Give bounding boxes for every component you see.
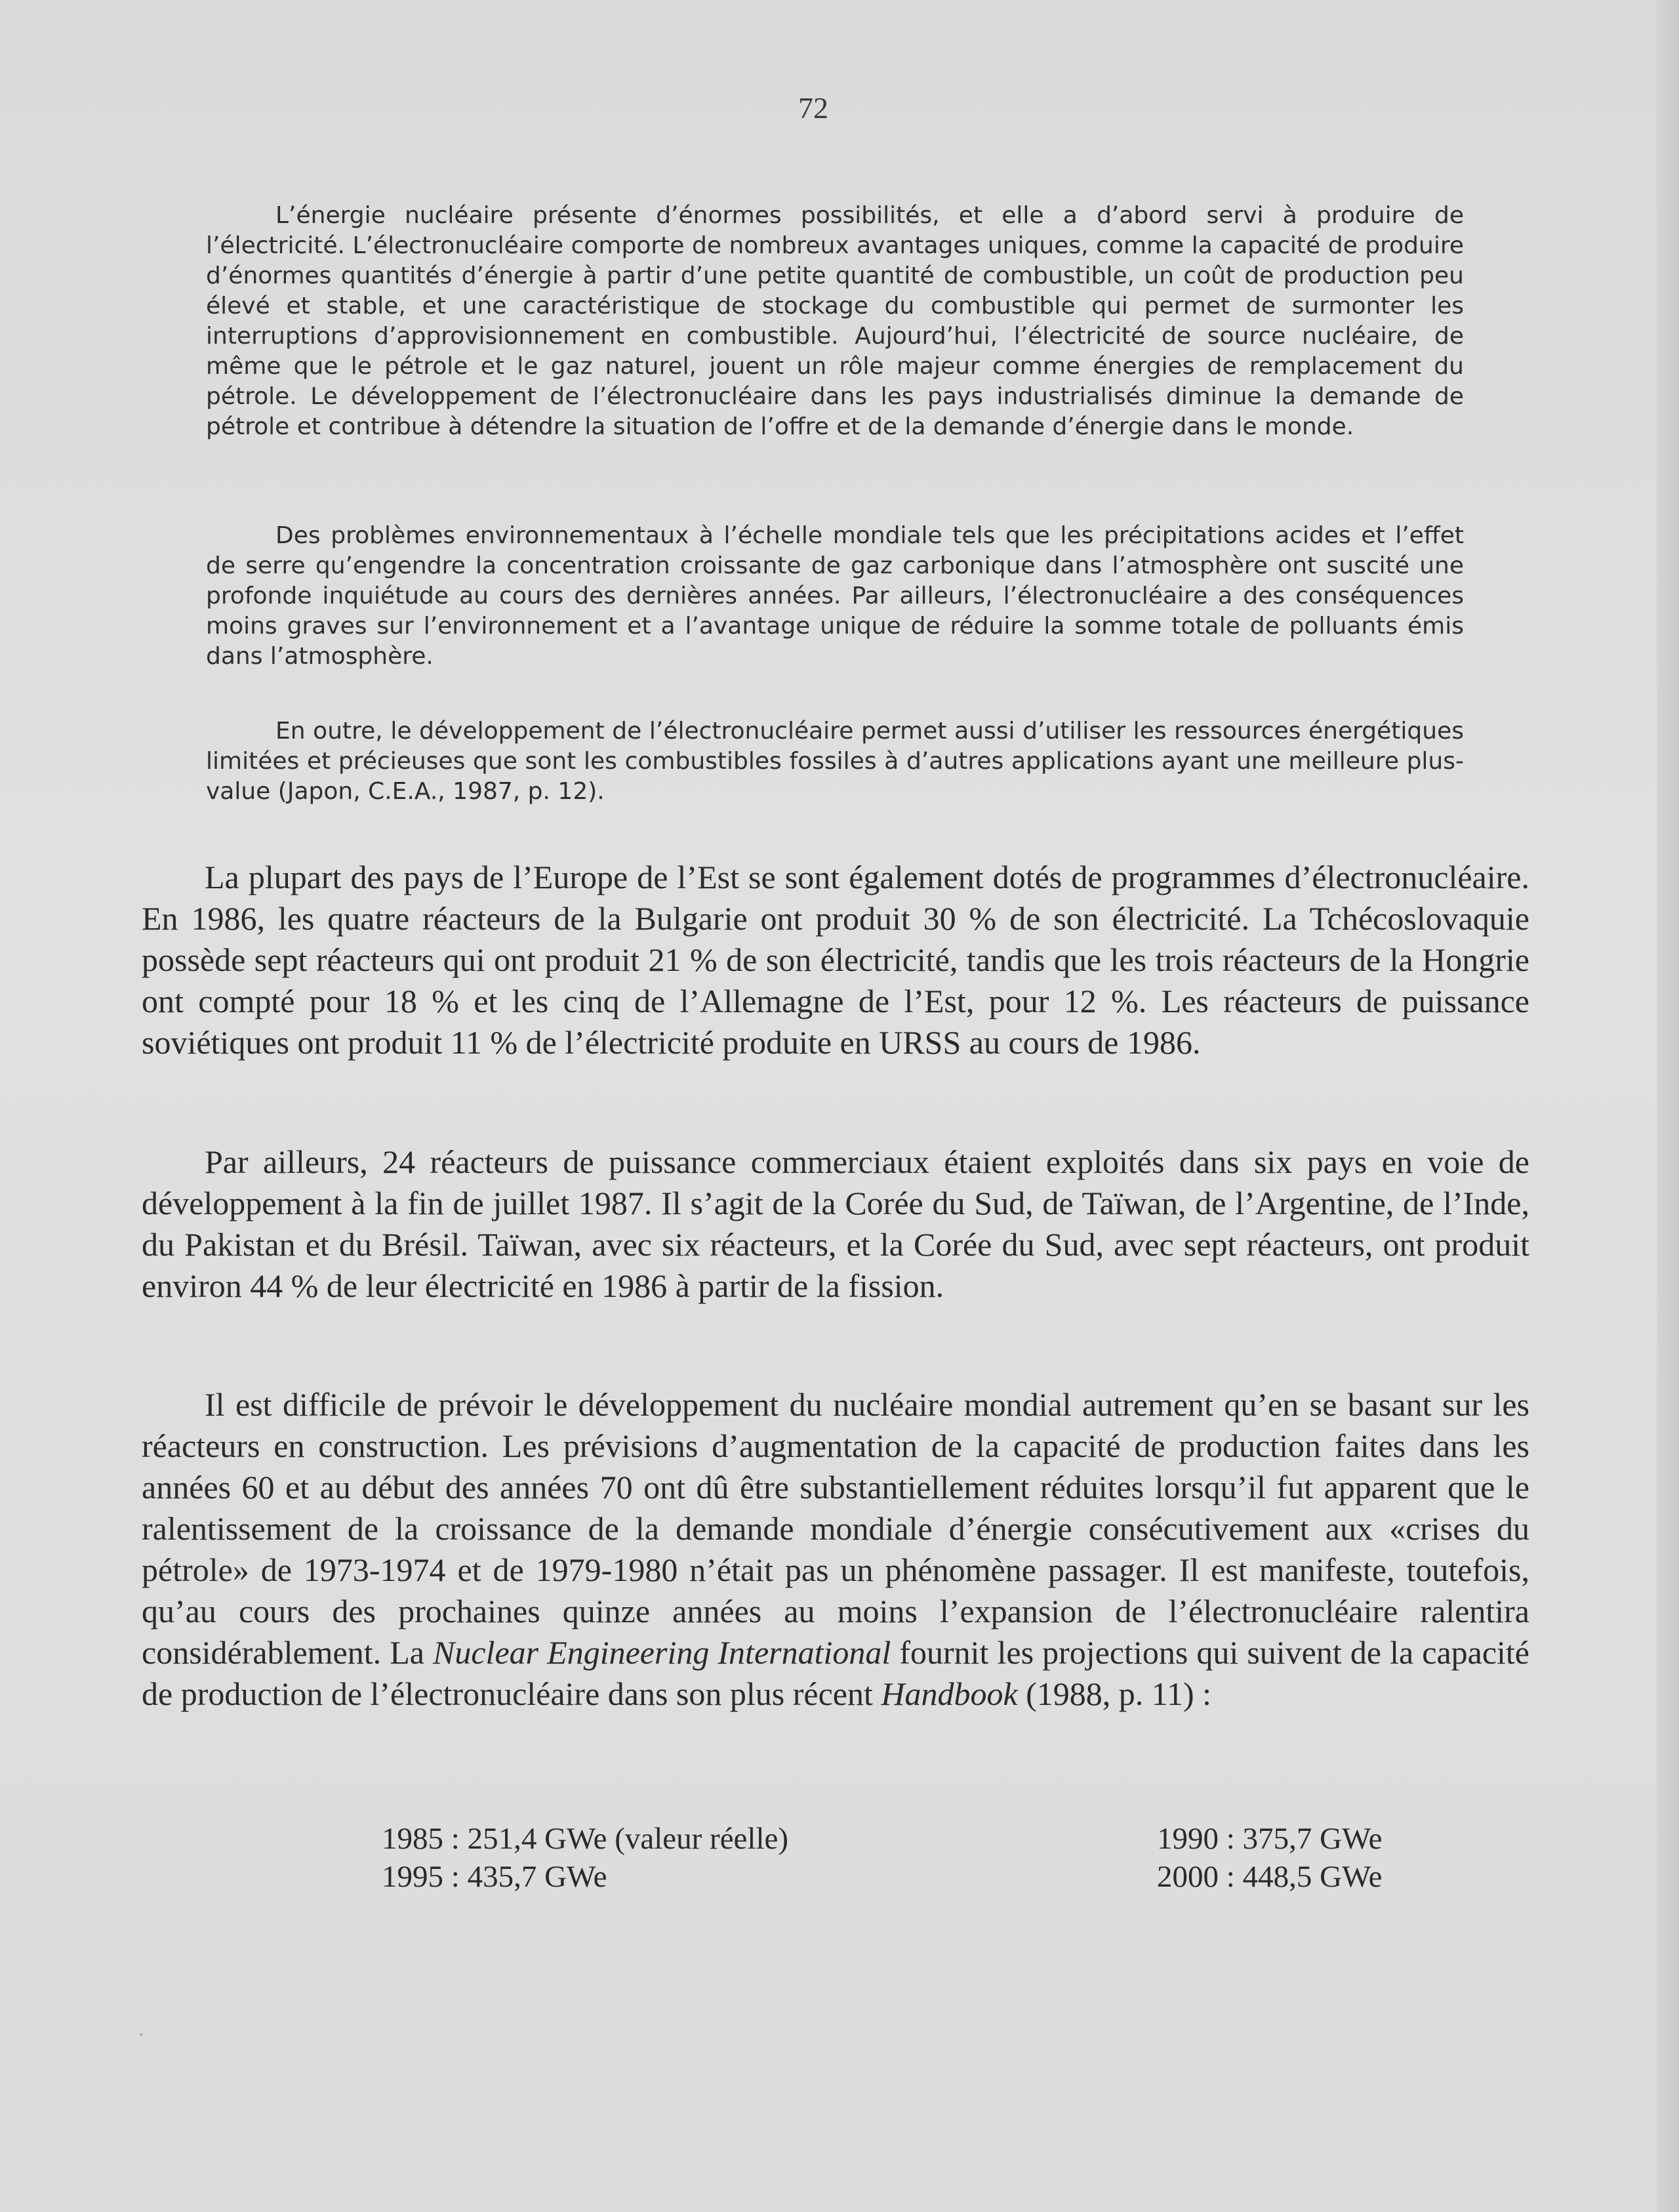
- publication-title-nei: Nuclear Engineering International: [433, 1634, 891, 1671]
- forecast-text-middle: fournit les projections qui suivent de la capacité de production de l’électronucléaire dans son plus récent: [142, 1634, 1529, 1712]
- body-paragraph-eastern-europe: La plupart des pays de l’Europe de l’Est se sont également dotés de programmes d’électronucléaire. En 1986, les quatre réacteurs de la Bulgarie ont produit 30 % de son électricité. La Tchécoslovaquie possède sept réacteurs qui ont produit 21 % de son électricité, tandis que les trois réacteurs de la Hongrie ont compté pour 18 % et les cinq de l’Allemagne de l’Est, pour 12 %. Les réacteurs de puissance soviétiques ont produit 11 % de l’électricité produite en URSS au cours de 1986.: [142, 859, 1529, 1061]
- page-edge-shadow: [1657, 0, 1679, 2212]
- body-paragraph-forecast: [142, 1384, 1529, 1715]
- forecast-text-end: (1988, p. 11) :: [1017, 1675, 1211, 1712]
- ink-speck: .: [139, 2020, 144, 2039]
- projection-1995: 1995 : 435,7 GWe: [382, 1860, 607, 1894]
- publication-title-handbook: Handbook: [881, 1675, 1018, 1712]
- page-number: 72: [798, 91, 828, 125]
- projection-1990: 1990 : 375,7 GWe: [1157, 1822, 1383, 1856]
- quote-paragraph-3: En outre, le développement de l’électronucléaire permet aussi d’utiliser les ressources énergétiques limitées et précieuses que sont les combustibles fossiles à d’autres applications ayant une meilleure plus-value (Japon, C.E.A., 1987, p. 12).: [206, 718, 1464, 805]
- projection-1985: 1985 : 251,4 GWe (valeur réelle): [382, 1822, 789, 1856]
- quote-paragraph-1: L’énergie nucléaire présente d’énormes possibilités, et elle a d’abord servi à produire de l’électricité. L’électronucléaire comporte de nombreux avantages uniques, comme la capacité de produire d’énormes quantités d’énergie à partir d’une petite quantité de combustible, un coût de production peu élevé et stable, et une caractéristique de stockage du combustible qui permet de surmonter les interruptions d’approvisionnement en combustible. Aujourd’hui, l’électricité de source nucléaire, de même que le pétrole et le gaz naturel, jouent un rôle majeur comme énergies de remplacement du pétrole. Le développement de l’électronucléaire dans les pays industrialisés diminue la demande de pétrole et contribue à détendre la situation de l’offre et de la demande d’énergie dans le monde.: [206, 202, 1464, 440]
- forecast-text-start: Il est difficile de prévoir le développement du nucléaire mondial autrement qu’en se basant sur les réacteurs en construction. Les prévisions d’augmentation de la capacité de production faites dans les années 60 et au début des années 70 ont dû être substantiellement réduites lorsqu’il fut apparent que le ralentissement de la croissance de la demande mondiale d’énergie consécutivement aux «crises du pétrole» de 1973-1974 et de 1979-1980 n’était pas un phénomène passager. Il est manifeste, toutefois, qu’au cours des prochaines quinze années au moins l’expansion de l’électronucléaire ralentira considérablement. La: [142, 1386, 1529, 1671]
- body-paragraph-developing-countries: Par ailleurs, 24 réacteurs de puissance commerciaux étaient exploités dans six pays en voie de développement à la fin de juillet 1987. Il s’agit de la Corée du Sud, de Taïwan, de l’Argentine, de l’Inde, du Pakistan et du Brésil. Taïwan, avec six réacteurs, et la Corée du Sud, avec sept réacteurs, ont produit environ 44 % de leur électricité en 1986 à partir de la fission.: [142, 1143, 1529, 1304]
- quote-paragraph-2: Des problèmes environnementaux à l’échelle mondiale tels que les précipitations acides et l’effet de serre qu’engendre la concentration croissante de gaz carbonique dans l’atmosphère ont suscité une profonde inquiétude au cours des dernières années. Par ailleurs, l’électronucléaire a des conséquences moins graves sur l’environnement et a l’avantage unique de réduire la somme totale de polluants émis dans l’atmosphère.: [206, 522, 1464, 670]
- projection-2000: 2000 : 448,5 GWe: [1157, 1860, 1383, 1894]
